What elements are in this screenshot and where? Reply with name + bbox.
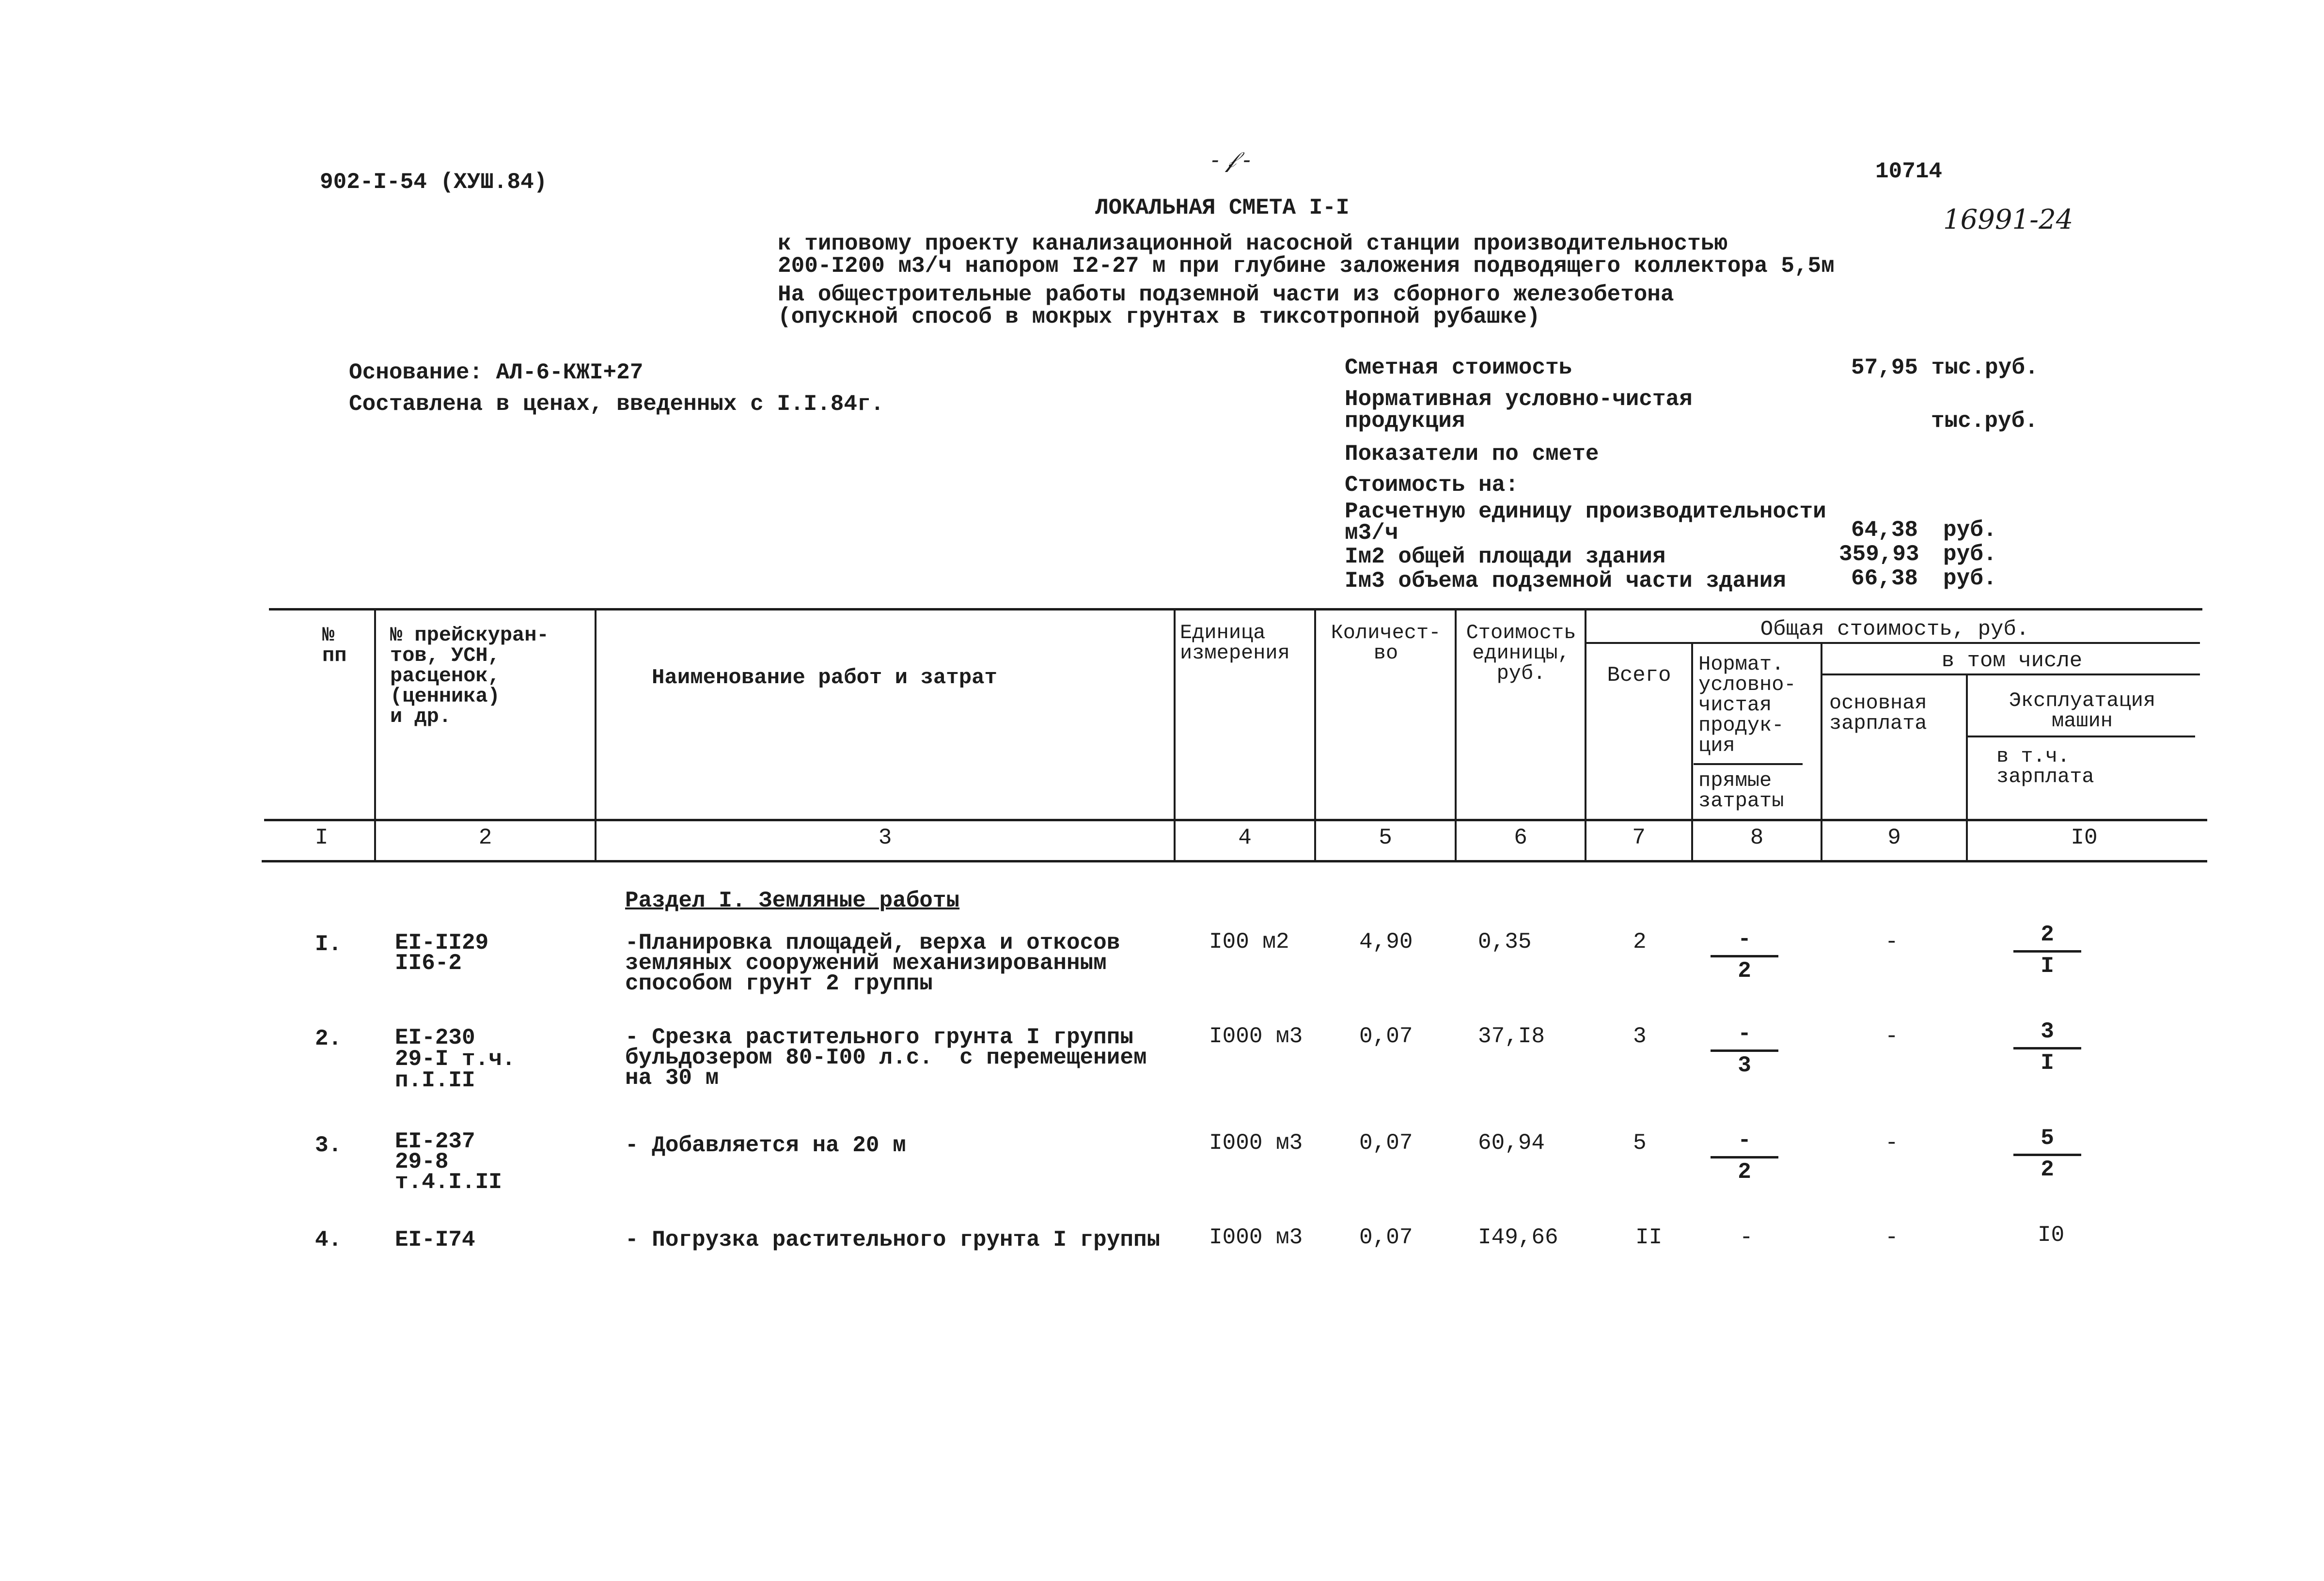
fraction-bar — [1711, 1049, 1778, 1052]
row-number: 2. — [315, 1026, 342, 1051]
header-unit: Единица измерения — [1180, 621, 1290, 665]
page-mark: - 𝒻 - — [1211, 146, 1251, 172]
normative-value: тыс.руб. — [1931, 408, 2038, 434]
row-quantity: 0,07 — [1359, 1130, 1413, 1156]
row-total: 5 — [1633, 1130, 1647, 1156]
fraction-bar — [2013, 1047, 2081, 1049]
row-code: EI-II29 II6-2 — [395, 930, 489, 976]
fraction-denominator: 2 — [1738, 1159, 1751, 1185]
col-divider-3 — [1174, 609, 1176, 861]
row-number: I. — [315, 932, 342, 957]
row-normative: - — [1740, 1225, 1753, 1250]
fraction-numerator: 2 — [2041, 922, 2054, 947]
col-number-2: 2 — [478, 825, 492, 850]
row-base-salary: - — [1885, 929, 1899, 955]
col-number-5: 5 — [1379, 825, 1392, 850]
row-base-salary: - — [1885, 1225, 1899, 1250]
col-divider-1 — [374, 609, 376, 861]
unit-capacity-unit: руб. — [1943, 517, 1997, 543]
fraction-numerator: - — [1738, 927, 1751, 952]
fraction-numerator: - — [1738, 1021, 1751, 1047]
fraction-denominator: 3 — [1738, 1053, 1751, 1078]
fraction-bar — [2013, 1154, 2081, 1156]
row-machines-fraction — [2013, 923, 2081, 980]
volume-label: Iм3 объема подземной части здания — [1345, 568, 1786, 594]
row-total: 3 — [1633, 1024, 1647, 1049]
col-number-7: 7 — [1632, 825, 1646, 850]
col-number-1: I — [314, 825, 329, 850]
row-normative-fraction — [1711, 928, 1778, 985]
row-number: 4. — [315, 1227, 342, 1252]
fraction-denominator: I — [2041, 954, 2054, 979]
row-quantity: 0,07 — [1359, 1225, 1413, 1250]
row-normative-fraction — [1711, 1129, 1778, 1186]
row-name: -Планировка площадей, верха и откосов земляных сооружений механизированным способом грунт 2 группы — [625, 930, 1120, 996]
cost-on-label: Стоимость на: — [1345, 472, 1519, 498]
area-value: 359,93 — [1839, 542, 1919, 567]
fraction-bar — [2013, 950, 2081, 953]
row-unit-cost: 60,94 — [1478, 1130, 1545, 1156]
basis-line: Основание: АЛ-6-КЖI+27 — [349, 360, 644, 385]
row-code: EI-230 29-I т.ч. п.I.II — [395, 1025, 516, 1093]
col-divider-2 — [595, 609, 597, 861]
row-name: - Срезка растительного грунта I группы бульдозером 80-I00 л.с. с перемещением на 30 м — [625, 1025, 1147, 1091]
header-base-salary: основная зарплата — [1829, 691, 1927, 735]
row-quantity: 4,90 — [1359, 929, 1413, 955]
row-name: - Погрузка растительного грунта I группы — [625, 1227, 1161, 1252]
prices-line: Составлена в ценах, введенных с I.I.84г. — [349, 391, 884, 417]
subtitle-line-4: (опускной способ в мокрых грунтах в тиксотропной рубашке) — [778, 304, 1540, 329]
subtitle-line-3: На общестроительные работы подземной части из сборного железобетона — [778, 282, 1674, 307]
row-quantity: 0,07 — [1359, 1024, 1413, 1049]
col-numbers-bottom-border — [262, 860, 2207, 862]
unit-capacity-label-2: м3/ч — [1345, 520, 1398, 546]
col-number-3: 3 — [878, 825, 892, 850]
col-divider-6 — [1585, 609, 1586, 861]
col-number-9: 9 — [1887, 825, 1901, 850]
header-work-name: Наименование работ и затрат — [652, 666, 997, 690]
stamp-number: 16991-24 — [1943, 204, 2073, 235]
row-base-salary: - — [1885, 1130, 1899, 1156]
header-incl-salary: в т.ч. зарплата — [1996, 745, 2094, 788]
normative-label-1: Нормативная условно-чистая — [1345, 387, 1693, 412]
estimated-cost-label: Сметная стоимость — [1345, 355, 1572, 380]
estimated-cost-value: 57,95 тыс.руб. — [1851, 355, 2039, 380]
section-title: Раздел I. Земляные работы — [625, 888, 960, 913]
col-number-6: 6 — [1514, 825, 1527, 850]
sheet-number: 10714 — [1875, 159, 1943, 184]
header-including: в том числе — [1941, 649, 2083, 673]
fraction-bar — [1711, 1156, 1778, 1158]
volume-unit: руб. — [1943, 566, 1997, 591]
indicators-label: Показатели по смете — [1345, 441, 1599, 467]
header-row-number: № пп — [322, 624, 347, 667]
fraction-numerator: 3 — [2041, 1019, 2054, 1044]
incl-group-rule — [1822, 673, 2200, 675]
table-top-border — [269, 608, 2202, 610]
unit-capacity-value: 64,38 — [1851, 517, 1918, 543]
volume-value: 66,38 — [1851, 566, 1918, 591]
header-normative: Нормат. условно- чистая продук- ция — [1698, 653, 1796, 757]
document-code: 902-I-54 (ХУШ.84) — [320, 170, 548, 195]
fraction-denominator: I — [2041, 1050, 2054, 1076]
col-divider-5 — [1455, 609, 1457, 861]
unit-capacity-label-1: Расчетную единицу производительности — [1345, 499, 1826, 524]
row-unit-cost: I49,66 — [1478, 1225, 1558, 1250]
subtitle-line-1: к типовому проекту канализационной насосной станции производительностью — [778, 231, 1727, 256]
estimate-title: ЛОКАЛЬНАЯ СМЕТА I-I — [1095, 195, 1350, 220]
row-unit: I000 м3 — [1209, 1225, 1303, 1250]
col-number-4: 4 — [1238, 825, 1252, 850]
header-machine-operation: Эксплуатация машин — [2009, 689, 2156, 733]
header-bottom-border — [264, 819, 2207, 821]
row-unit: I000 м3 — [1209, 1024, 1303, 1049]
fraction-numerator: - — [1738, 1128, 1751, 1153]
col10-split-rule — [1967, 736, 2195, 737]
normative-label-2: продукция — [1345, 408, 1465, 434]
row-total: II — [1635, 1225, 1663, 1250]
row-code: EI-237 29-8 т.4.I.II — [395, 1129, 502, 1195]
area-label: Iм2 общей площади здания — [1345, 544, 1666, 569]
fraction-bar — [1711, 955, 1778, 957]
row-machines: I0 — [2038, 1222, 2065, 1248]
row-normative-fraction — [1711, 1022, 1778, 1079]
row-machines-fraction — [2013, 1020, 2081, 1077]
col-number-8: 8 — [1750, 825, 1764, 850]
fraction-denominator: 2 — [2041, 1157, 2054, 1182]
row-number: 3. — [315, 1133, 342, 1158]
fraction-numerator: 5 — [2041, 1126, 2054, 1151]
header-total: Всего — [1607, 663, 1671, 688]
area-unit: руб. — [1943, 542, 1997, 567]
row-code: EI-I74 — [395, 1227, 475, 1252]
total-group-rule — [1585, 642, 2200, 644]
header-price-list: № прейскуран- тов, УСН, расценок, (ценника) и др. — [390, 624, 549, 728]
col8-split-rule — [1694, 763, 1803, 765]
row-machines-fraction — [2013, 1127, 2081, 1183]
col-number-10: I0 — [2071, 825, 2098, 850]
row-unit-cost: 37,I8 — [1478, 1024, 1545, 1049]
header-total-cost: Общая стоимость, руб. — [1760, 617, 2029, 642]
row-name: - Добавляется на 20 м — [625, 1133, 906, 1158]
row-unit: I000 м3 — [1209, 1130, 1303, 1156]
header-unit-cost: Стоимость единицы, руб. — [1466, 621, 1576, 685]
row-unit-cost: 0,35 — [1478, 929, 1532, 955]
header-direct-costs: прямые затраты — [1698, 769, 1784, 813]
header-quantity: Количест- во — [1331, 621, 1441, 665]
row-unit: I00 м2 — [1209, 929, 1289, 955]
subtitle-line-2: 200-I200 м3/ч напором I2-27 м при глубине заложения подводящего коллектора 5,5м — [778, 253, 1835, 279]
row-base-salary: - — [1885, 1024, 1899, 1049]
col-divider-4 — [1314, 609, 1316, 861]
fraction-denominator: 2 — [1738, 958, 1751, 984]
row-total: 2 — [1633, 929, 1647, 955]
